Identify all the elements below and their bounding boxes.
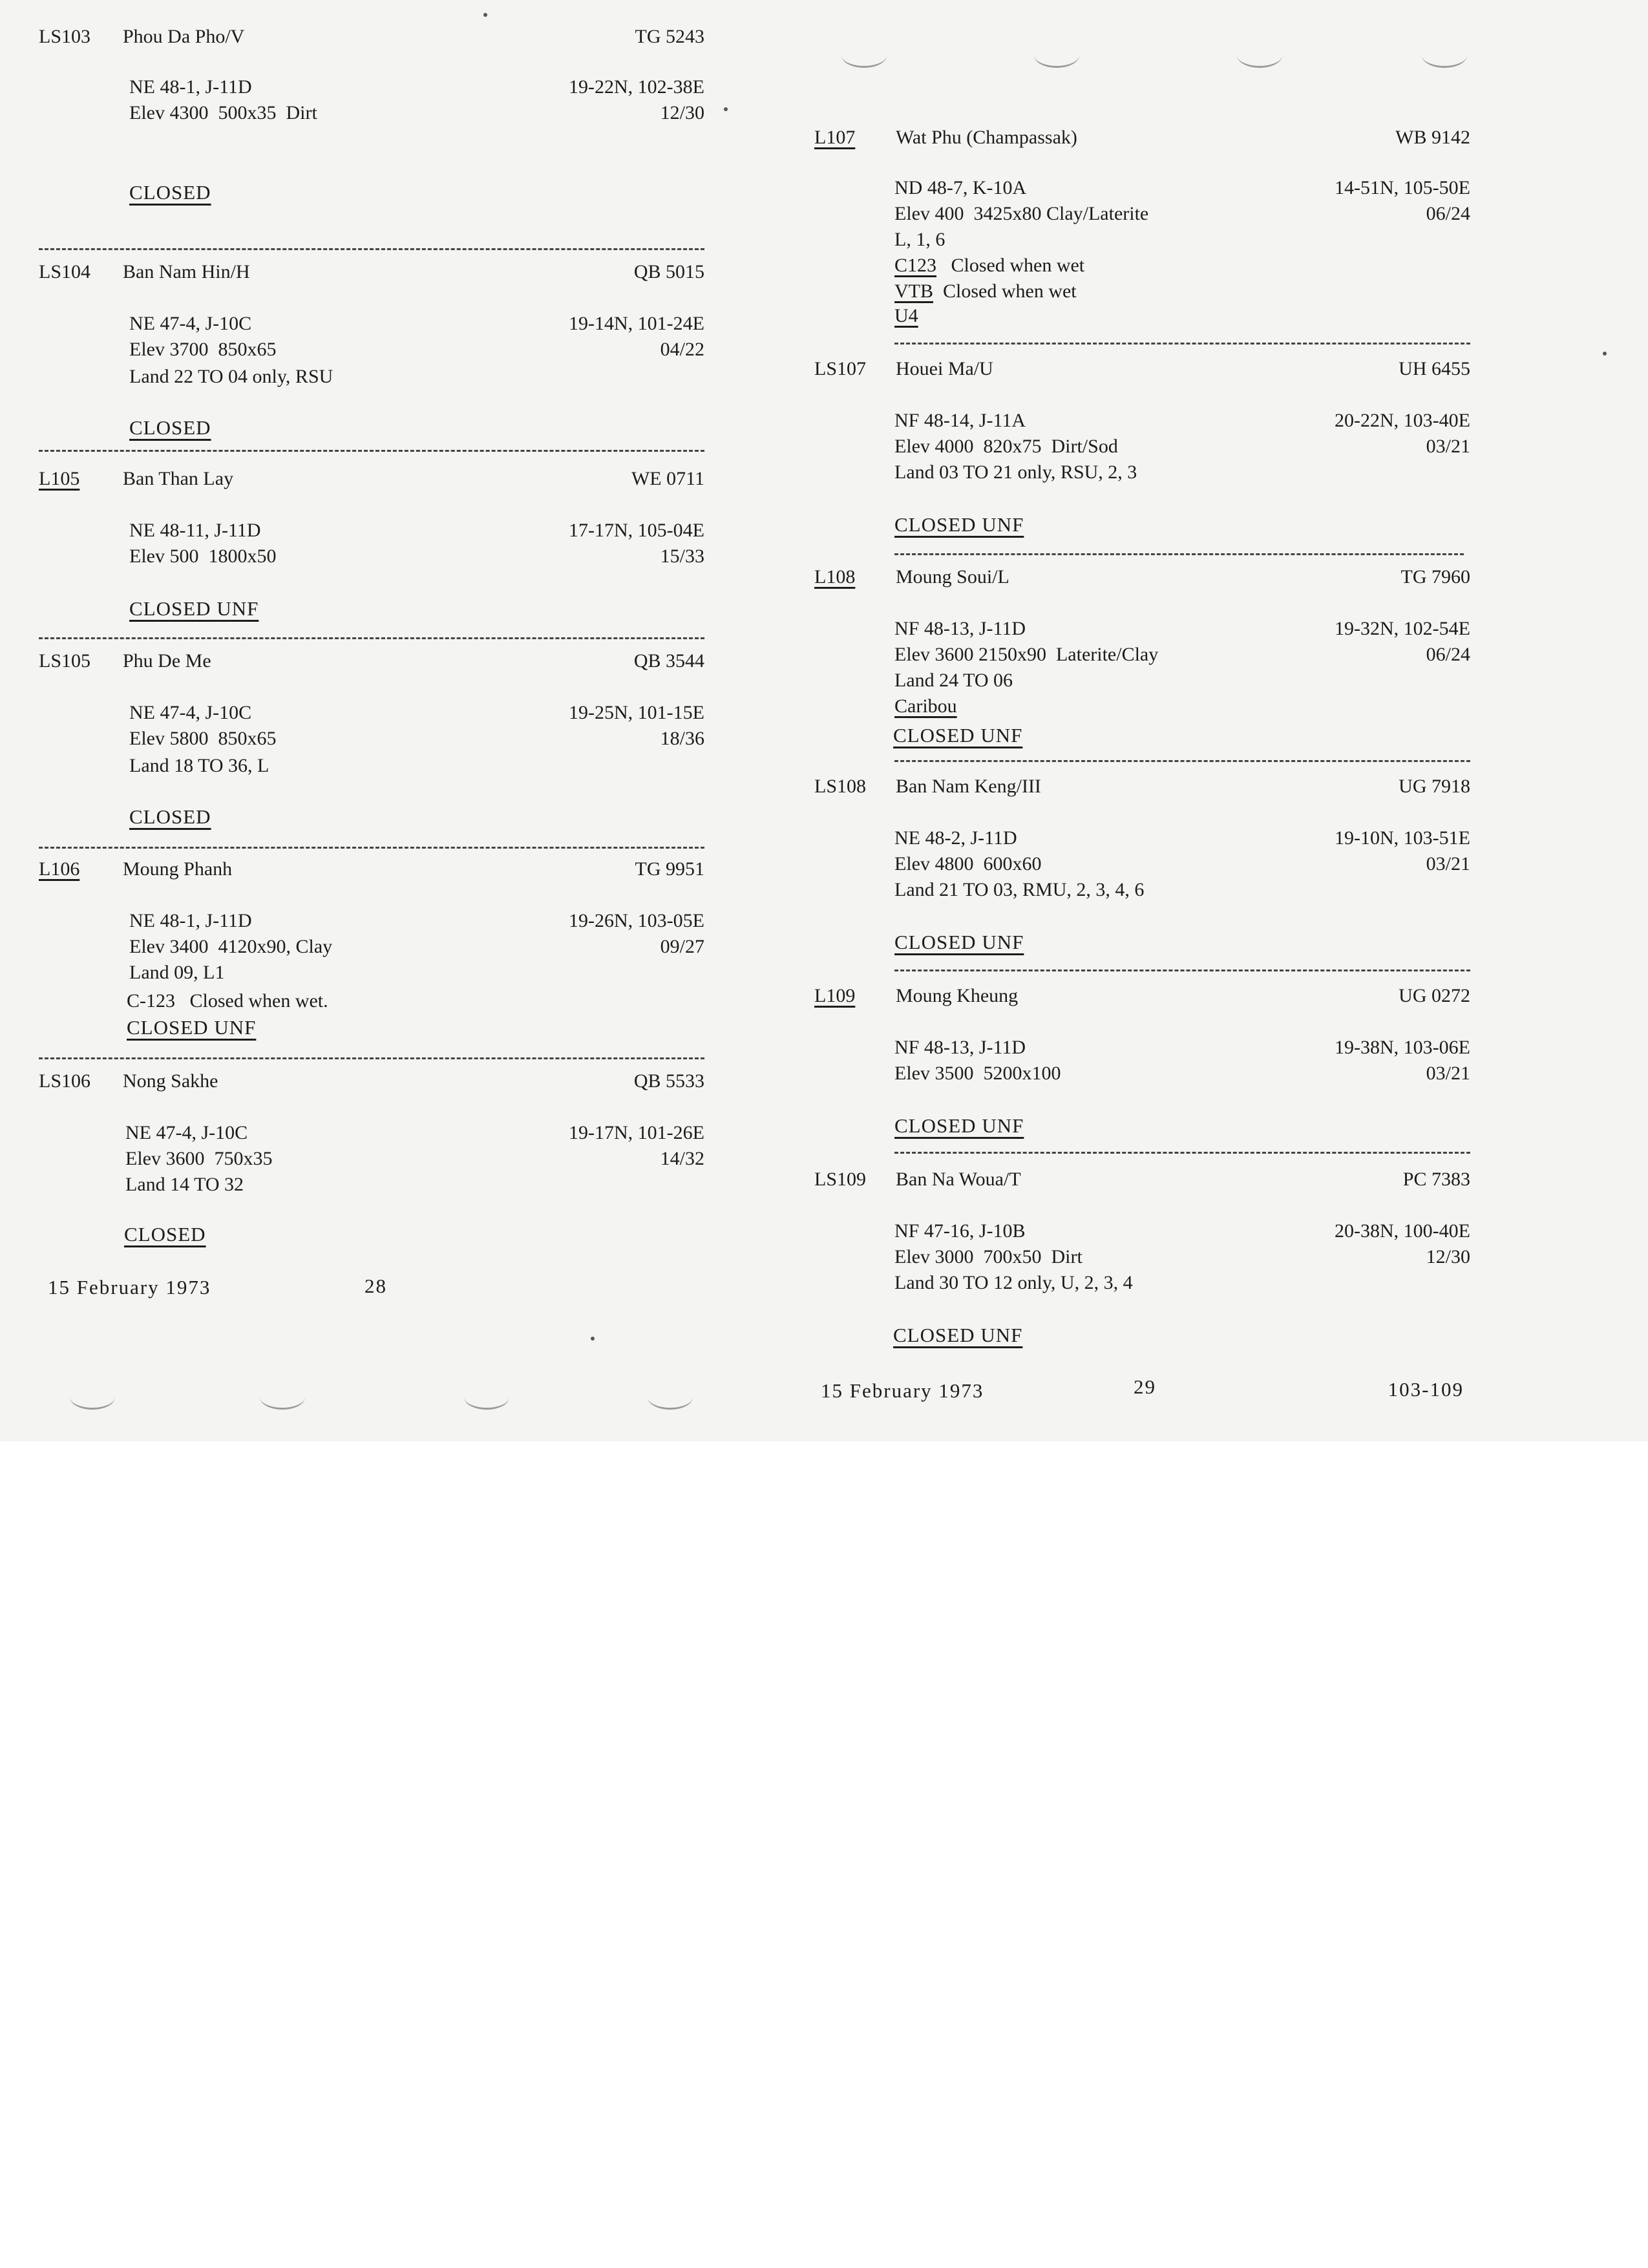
footer-date: 15 February 1973 <box>821 1379 984 1402</box>
runway-heading: 06/24 <box>1426 644 1470 665</box>
site-id: LS109 <box>814 1169 867 1190</box>
entry-range: 103-109 <box>1388 1378 1464 1401</box>
elevation-runway: Elev 4300 500x35 Dirt <box>129 102 317 123</box>
elevation-runway: Elev 4800 600x60 <box>894 853 1042 874</box>
coordinates: 19-22N, 102-38E <box>569 76 704 98</box>
grid-ref: UG 0272 <box>1399 985 1470 1006</box>
divider <box>39 1057 704 1059</box>
site-id: LS108 <box>814 776 867 797</box>
punch-hole <box>70 1384 115 1410</box>
map-ref: NF 47-16, J-10B <box>894 1220 1026 1242</box>
coordinates: 20-38N, 100-40E <box>1335 1220 1470 1242</box>
aircraft-restriction <box>894 695 957 717</box>
aircraft-restriction <box>894 255 1084 277</box>
punch-hole <box>260 1384 305 1410</box>
elevation-runway: Elev 3500 5200x100 <box>894 1063 1061 1084</box>
landing-note: Land 18 TO 36, L <box>129 755 269 776</box>
coordinates: 19-38N, 103-06E <box>1335 1037 1470 1058</box>
grid-ref: QB 3544 <box>633 650 704 672</box>
divider <box>894 343 1470 344</box>
status: CLOSED <box>129 181 211 204</box>
map-ref: NE 48-11, J-11D <box>129 520 261 541</box>
status: CLOSED UNF <box>894 1114 1024 1137</box>
punch-hole <box>1237 43 1282 68</box>
status: CLOSED UNF <box>894 513 1024 536</box>
map-ref: NE 48-2, J-11D <box>894 827 1017 849</box>
runway-heading: 03/21 <box>1426 436 1470 457</box>
restriction-text: Closed when wet <box>943 281 1077 302</box>
map-ref: NE 48-1, J-11D <box>129 910 252 931</box>
scan-speck <box>1603 352 1607 355</box>
coordinates: 20-22N, 103-40E <box>1335 410 1470 431</box>
punch-hole <box>648 1384 693 1410</box>
coordinates: 19-32N, 102-54E <box>1335 618 1470 639</box>
scan-speck <box>483 13 487 17</box>
map-ref: NE 48-1, J-11D <box>129 76 252 98</box>
site-id: L108 <box>814 566 856 588</box>
site-id: L106 <box>39 858 80 880</box>
map-ref: NF 48-14, J-11A <box>894 410 1026 431</box>
site-id: LS106 <box>39 1070 91 1092</box>
elevation-runway: Elev 3600 2150x90 Laterite/Clay <box>894 644 1159 665</box>
site-id: LS103 <box>39 26 91 47</box>
punch-hole <box>464 1384 509 1410</box>
elevation-runway: Elev 3600 750x35 <box>125 1148 273 1169</box>
aircraft-restriction <box>894 305 918 327</box>
runway-heading: 04/22 <box>660 339 704 360</box>
map-ref: NF 48-13, J-11D <box>894 618 1026 639</box>
lighting-note: L, 1, 6 <box>894 229 945 250</box>
divider <box>894 553 1464 555</box>
runway-heading: 18/36 <box>660 728 704 749</box>
site-id: L107 <box>814 127 856 148</box>
elevation-runway: Elev 3000 700x50 Dirt <box>894 1246 1083 1267</box>
punch-hole <box>1034 43 1079 68</box>
site-name: Ban Na Woua/T <box>896 1169 1021 1190</box>
aircraft-code: C123 <box>894 255 937 276</box>
runway-heading: 12/30 <box>660 102 704 123</box>
runway-heading: 06/24 <box>1426 203 1470 224</box>
map-ref: NF 48-13, J-11D <box>894 1037 1026 1058</box>
elevation-runway: Elev 3700 850x65 <box>129 339 277 360</box>
site-name: Ban Than Lay <box>123 468 234 489</box>
grid-ref: TG 7960 <box>1400 566 1470 588</box>
map-ref: NE 47-4, J-10C <box>129 313 252 334</box>
divider <box>39 637 704 639</box>
coordinates: 19-26N, 103-05E <box>569 910 704 931</box>
runway-heading: 12/30 <box>1426 1246 1470 1267</box>
aircraft-code: VTB <box>894 281 933 302</box>
elevation-runway: Elev 400 3425x80 Clay/Laterite <box>894 203 1149 224</box>
aircraft-code: Caribou <box>894 695 957 717</box>
map-ref: NE 47-4, J-10C <box>125 1122 248 1143</box>
coordinates: 14-51N, 105-50E <box>1335 177 1470 198</box>
aircraft-note: C-123 Closed when wet. <box>127 990 328 1012</box>
landing-note: Land 14 TO 32 <box>125 1174 244 1195</box>
site-id: L105 <box>39 468 80 489</box>
grid-ref: PC 7383 <box>1402 1169 1470 1190</box>
divider <box>39 248 704 250</box>
site-id: LS107 <box>814 358 867 379</box>
status: CLOSED UNF <box>129 597 259 620</box>
coordinates: 17-17N, 105-04E <box>569 520 704 541</box>
runway-heading: 09/27 <box>660 936 704 957</box>
grid-ref: WB 9142 <box>1395 127 1470 148</box>
site-name: Nong Sakhe <box>123 1070 218 1092</box>
site-name: Moung Soui/L <box>896 566 1009 588</box>
status: CLOSED UNF <box>893 1324 1023 1346</box>
aircraft-code: U4 <box>894 305 918 326</box>
map-ref: ND 48-7, K-10A <box>894 177 1027 198</box>
scan-speck <box>591 1337 595 1341</box>
status: CLOSED UNF <box>893 724 1023 747</box>
status: CLOSED UNF <box>894 931 1024 953</box>
grid-ref: TG 5243 <box>635 26 704 47</box>
status: CLOSED <box>124 1223 206 1245</box>
elevation-runway: Elev 5800 850x65 <box>129 728 277 749</box>
grid-ref: UH 6455 <box>1399 358 1470 379</box>
footer-date: 15 February 1973 <box>48 1276 211 1298</box>
divider <box>894 760 1470 762</box>
landing-note: Land 24 TO 06 <box>894 670 1013 691</box>
page-number: 29 <box>1134 1375 1156 1398</box>
grid-ref: UG 7918 <box>1399 776 1470 797</box>
coordinates: 19-25N, 101-15E <box>569 702 704 723</box>
elevation-runway: Elev 500 1800x50 <box>129 546 277 567</box>
site-name: Moung Kheung <box>896 985 1019 1006</box>
aircraft-restriction <box>894 281 1077 302</box>
site-id: LS104 <box>39 261 91 282</box>
status: CLOSED <box>129 805 211 828</box>
site-name: Moung Phanh <box>123 858 233 880</box>
runway-heading: 03/21 <box>1426 1063 1470 1084</box>
grid-ref: QB 5533 <box>633 1070 704 1092</box>
site-name: Phou Da Pho/V <box>123 26 245 47</box>
landing-note: Land 21 TO 03, RMU, 2, 3, 4, 6 <box>894 879 1145 900</box>
grid-ref: WE 0711 <box>631 468 704 489</box>
site-name: Ban Nam Keng/III <box>896 776 1041 797</box>
site-name: Houei Ma/U <box>896 358 993 379</box>
page-number: 28 <box>364 1275 387 1297</box>
coordinates: 19-14N, 101-24E <box>569 313 704 334</box>
runway-heading: 03/21 <box>1426 853 1470 874</box>
scan-speck <box>724 107 728 111</box>
runway-heading: 15/33 <box>660 546 704 567</box>
punch-hole <box>1422 43 1467 68</box>
coordinates: 19-17N, 101-26E <box>569 1122 704 1143</box>
restriction-text: Closed when wet <box>951 255 1085 276</box>
status: CLOSED UNF <box>127 1016 257 1039</box>
site-name: Phu De Me <box>123 650 211 672</box>
landing-note: Land 22 TO 04 only, RSU <box>129 366 333 387</box>
coordinates: 19-10N, 103-51E <box>1335 827 1470 849</box>
elevation-runway: Elev 3400 4120x90, Clay <box>129 936 333 957</box>
map-ref: NE 47-4, J-10C <box>129 702 252 723</box>
site-id: LS105 <box>39 650 91 672</box>
landing-note: Land 09, L1 <box>129 962 225 983</box>
site-name: Wat Phu (Champassak) <box>896 127 1077 148</box>
divider <box>39 847 704 849</box>
grid-ref: QB 5015 <box>633 261 704 282</box>
site-name: Ban Nam Hin/H <box>123 261 250 282</box>
grid-ref: TG 9951 <box>635 858 704 880</box>
divider <box>894 1152 1470 1154</box>
divider <box>894 970 1470 971</box>
elevation-runway: Elev 4000 820x75 Dirt/Sod <box>894 436 1118 457</box>
punch-hole <box>841 43 887 68</box>
landing-note: Land 30 TO 12 only, U, 2, 3, 4 <box>894 1272 1133 1293</box>
divider <box>39 450 704 452</box>
landing-note: Land 03 TO 21 only, RSU, 2, 3 <box>894 461 1137 483</box>
site-id: L109 <box>814 985 856 1006</box>
runway-heading: 14/32 <box>660 1148 704 1169</box>
status: CLOSED <box>129 416 211 439</box>
